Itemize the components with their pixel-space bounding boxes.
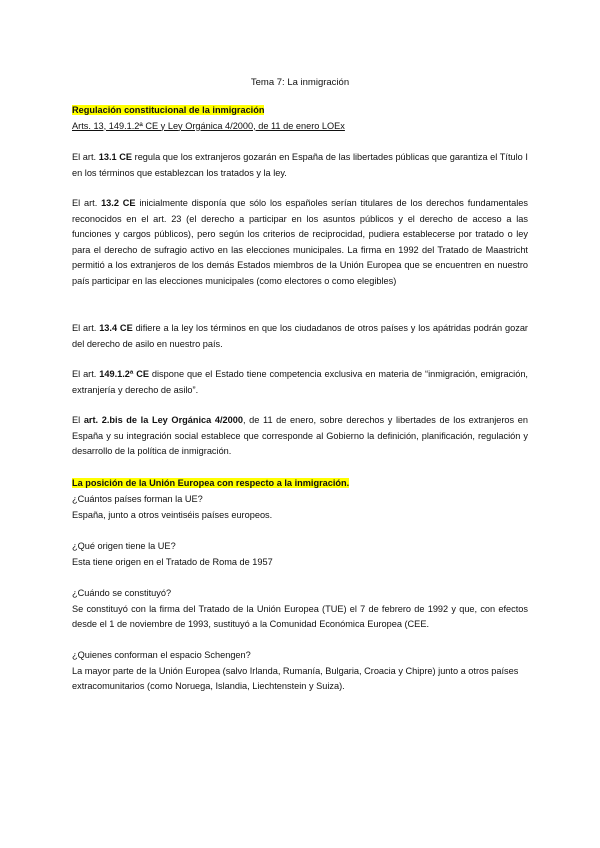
section-heading-union-europea: La posición de la Unión Europea con respecto a la inmigración. xyxy=(72,478,350,488)
answer: Se constituyó con la firma del Tratado de la Unión Europea (TUE) el 7 de febrero de 1992 y que, con efectos desde el 1 de noviembre de 1993, sustituyó a la Comunidad Económica Europea (CEE. xyxy=(72,603,528,630)
paragraph-art-13-4: El art. 13.4 CE difiere a la ley los términos en que los ciudadanos de otros países y los apátridas podrán gozar del derecho de asilo en nuestro país. xyxy=(72,323,528,349)
qa-item xyxy=(72,492,528,523)
qa-item xyxy=(72,586,528,633)
paragraph-art-13-1: El art. 13.1 CE regula que los extranjeros gozarán en España de las libertades públicas que garantiza el Título I en los términos que establezcan los tratados y la ley. xyxy=(72,152,528,178)
question: ¿Cuántos países forman la UE? xyxy=(72,494,203,504)
article-ref: 13.1 CE xyxy=(98,152,132,162)
qa-item xyxy=(72,539,528,570)
document-title: Tema 7: La inmigración xyxy=(250,77,350,88)
article-ref: art. 2.bis de la Ley Orgánica 4/2000 xyxy=(83,415,243,425)
section-subheading-legal-refs: Arts. 13, 149.1.2ª CE y Ley Orgánica 4/2000, de 11 de enero LOEx xyxy=(72,120,345,131)
article-ref: 13.4 CE xyxy=(99,323,133,333)
article-ref: 13.2 CE xyxy=(101,198,136,208)
answer: España, junto a otros veintiséis países europeos. xyxy=(72,509,273,520)
answer: Esta tiene origen en el Tratado de Roma de 1957 xyxy=(72,556,273,567)
answer: La mayor parte de la Unión Europea (salvo Irlanda, Rumanía, Bulgaria, Croacia y Chipre) junto a otros países extracomunitarios (como Noruega, Islandia, Liechtenstein y Suiza). xyxy=(72,665,519,692)
section-heading-regulacion: Regulación constitucional de la inmigración xyxy=(72,105,265,115)
paragraph-art-149: El art. 149.1.2ª CE dispone que el Estado tiene competencia exclusiva en materia de “inmigración, emigración, extranjería y derecho de asilo”. xyxy=(72,369,528,395)
section-regulacion xyxy=(72,103,528,134)
question: ¿Cuándo se constituyó? xyxy=(72,588,172,598)
section-union-europea xyxy=(72,476,528,492)
paragraph-loex-2bis: El art. 2.bis de la Ley Orgánica 4/2000, de 11 de enero, sobre derechos y libertades de los extranjeros en España y su integración social establece que corresponde al Gobierno la definición, planificación, regulación y desarrollo de la política de inmigración. xyxy=(72,415,528,457)
article-ref: 149.1.2ª CE xyxy=(99,369,149,379)
question: ¿Qué origen tiene la UE? xyxy=(72,541,176,551)
question: ¿Quienes conforman el espacio Schengen? xyxy=(72,650,251,660)
qa-item xyxy=(72,648,528,695)
paragraph-art-13-2: El art. 13.2 CE inicialmente disponía que sólo los españoles serían titulares de los derechos fundamentales reconocidos en el art. 23 (el derecho a participar en los asuntos públicos y el derecho de acceso a las funciones y cargos públicos), pero según los criterios de reciprocidad, pudiera establecerse por tratado o ley para el derecho de sufragio activo en las elecciones municipales. La firma en 1992 del Tratado de Maastricht permitió a los extranjeros de los demás Estados miembros de la Unión Europea que se encuentren en nuestro país participar en las elecciones municipales (como electores o como elegibles) xyxy=(72,198,528,286)
